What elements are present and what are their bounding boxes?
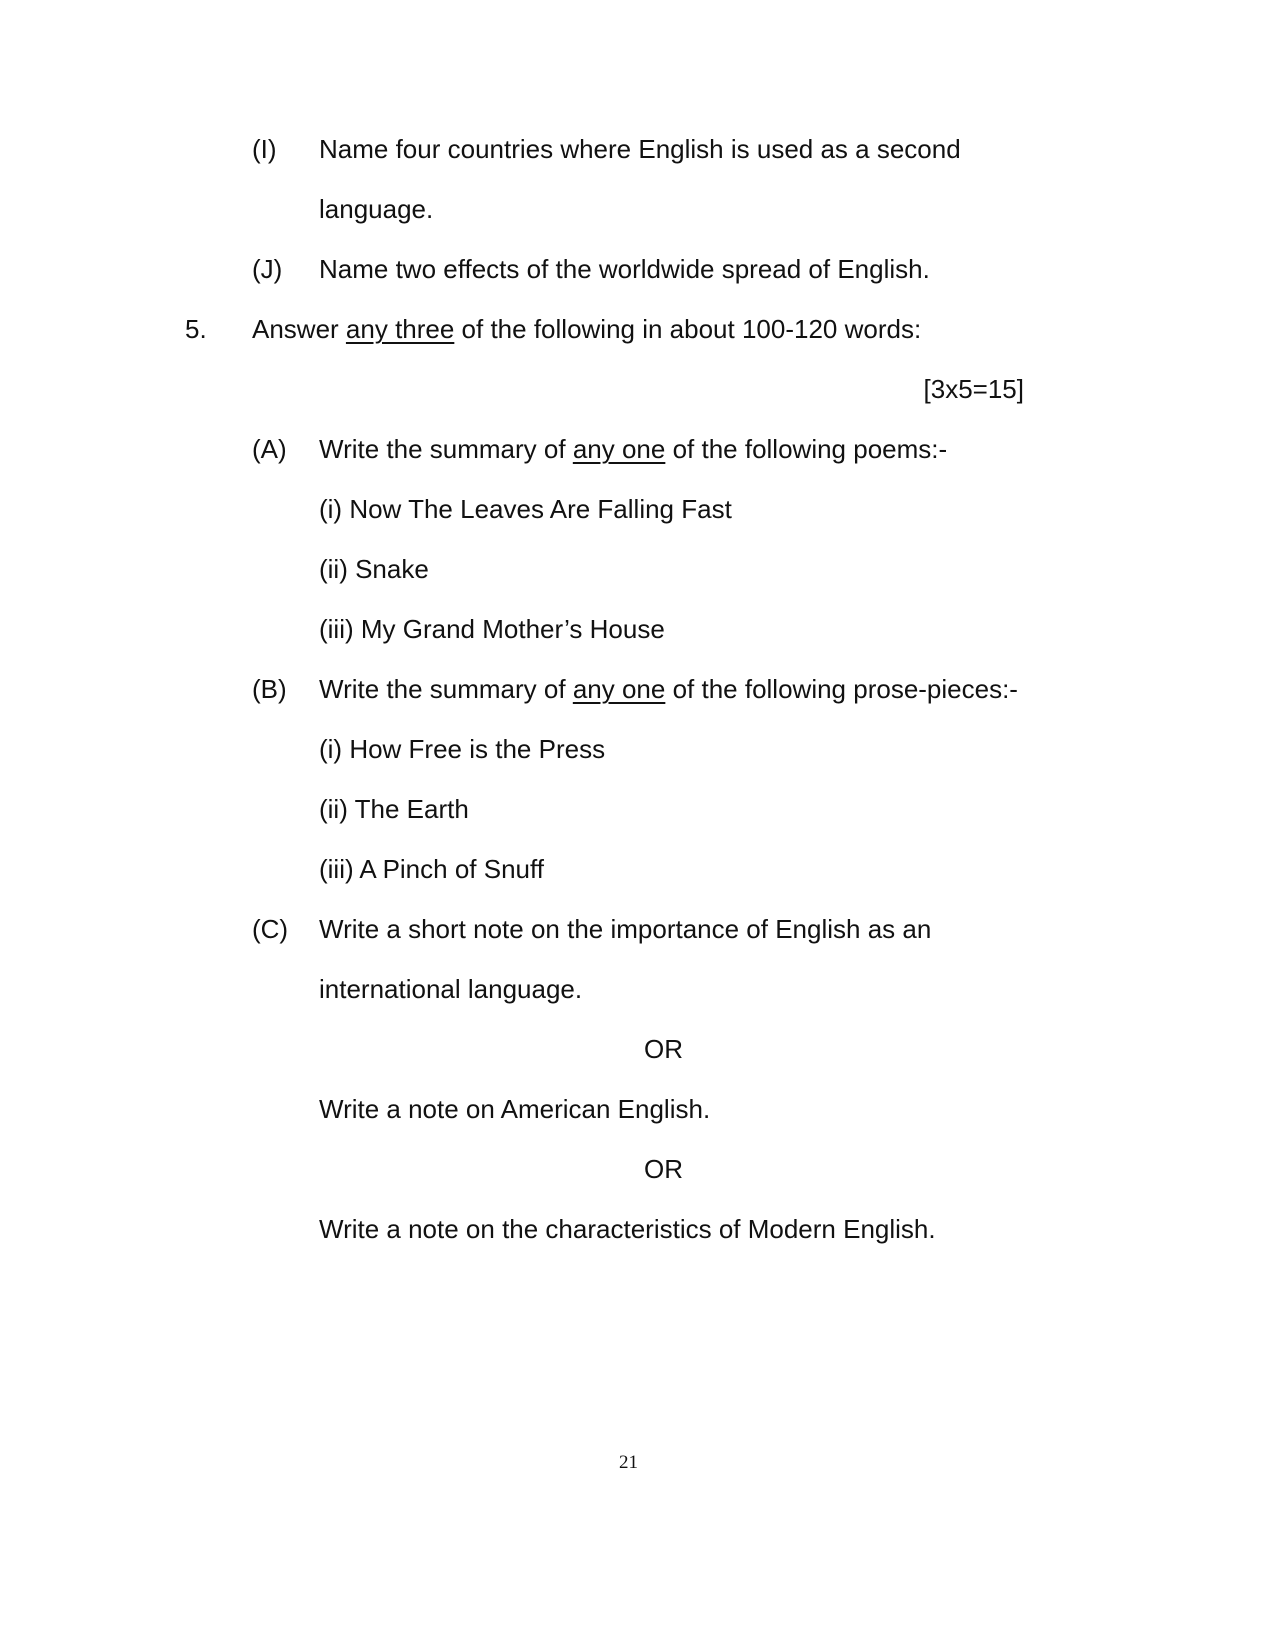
part-a-underlined: any one [572, 434, 666, 464]
question-5-marks: [3x5=15] [923, 374, 1024, 404]
item-i-text-line2: language. [319, 194, 434, 224]
part-c-text-line1: Write a short note on the importance of English as an [319, 914, 932, 944]
part-c-or-1: OR [644, 1034, 683, 1064]
part-c-text-line2: international language. [319, 974, 583, 1004]
part-c-alternative-2: Write a note on the characteristics of Modern English. [319, 1214, 936, 1244]
part-b-option: (iii) A Pinch of Snuff [319, 854, 544, 884]
part-b-underlined: any one [572, 674, 666, 704]
part-a-instruction [319, 434, 947, 464]
question-5-text-before: Answer [252, 314, 346, 344]
part-a-option: (i) Now The Leaves Are Falling Fast [319, 494, 732, 524]
part-a-text-after: of the following poems:- [665, 434, 948, 464]
part-b-option: (ii) The Earth [319, 794, 469, 824]
part-a-option: (iii) My Grand Mother’s House [319, 614, 665, 644]
part-b-text-after: of the following prose-pieces:- [665, 674, 1018, 704]
part-a-option: (ii) Snake [319, 554, 429, 584]
part-b-option: (i) How Free is the Press [319, 734, 606, 764]
question-5-number: 5. [185, 314, 207, 344]
part-a-marker: (A) [252, 434, 287, 464]
item-j-text: Name two effects of the worldwide spread of English. [319, 254, 930, 284]
part-b-text-before: Write the summary of [319, 674, 573, 704]
question-5-instruction [252, 314, 921, 344]
question-5-underlined: any three [345, 314, 455, 344]
item-i-text-line1: Name four countries where English is used as a second [319, 134, 961, 164]
part-c-marker: (C) [252, 914, 289, 944]
part-b-instruction [319, 674, 1018, 704]
page-number: 21 [619, 1452, 638, 1473]
part-a-text-before: Write the summary of [319, 434, 573, 464]
part-c-or-2: OR [644, 1154, 683, 1184]
part-b-marker: (B) [252, 674, 287, 704]
item-j-marker: (J) [252, 254, 283, 284]
question-5-text-after: of the following in about 100-120 words: [454, 314, 922, 344]
item-i-marker: (I) [252, 134, 277, 164]
part-c-alternative-1: Write a note on American English. [319, 1094, 711, 1124]
